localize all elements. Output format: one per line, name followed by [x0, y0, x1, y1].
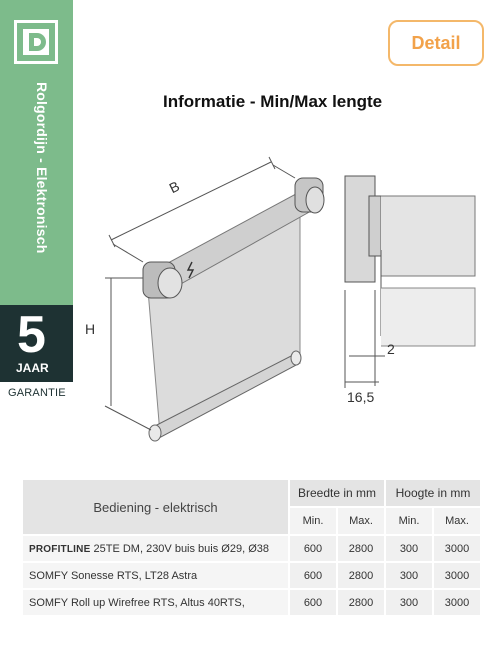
cell-height-min: 300 [386, 563, 432, 588]
cell-width-max: 2800 [338, 536, 384, 561]
cell-height-max: 3000 [434, 590, 480, 615]
row-description [23, 590, 288, 615]
row-brand: PROFITLINE [29, 543, 91, 555]
subheader-height-min: Min. [386, 508, 432, 534]
table-row [23, 563, 480, 588]
dimension-16-5-label: 16,5 [347, 389, 375, 405]
subheader-width-min: Min. [290, 508, 336, 534]
dimension-h-label: H [85, 321, 96, 337]
row-description [23, 536, 288, 561]
row-desc-text: SOMFY Roll up Wirefree RTS, Altus 40RTS, [29, 596, 245, 609]
dimension-2-label: 2 [387, 341, 395, 357]
cell-height-max: 3000 [434, 536, 480, 561]
cell-width-min: 600 [290, 590, 336, 615]
row-desc-text: SOMFY Sonesse RTS, LT28 Astra [29, 569, 198, 582]
row-desc-text: 25TE DM, 230V buis buis Ø29, Ø38 [90, 542, 269, 555]
page-title: Informatie - Min/Max lengte [163, 92, 383, 111]
dimension-b-label: B [166, 177, 182, 197]
cell-height-min: 300 [386, 590, 432, 615]
category-label: Rolgordijn - Elektronisch [34, 82, 50, 254]
cell-height-min: 300 [386, 536, 432, 561]
column-header-operation: Bediening - elektrisch [23, 480, 288, 534]
guarantee-label: GARANTIE [8, 387, 66, 399]
spec-table [21, 478, 482, 617]
guarantee-badge [0, 305, 73, 405]
guarantee-block [0, 305, 73, 382]
table-row [23, 590, 480, 615]
cell-height-max: 3000 [434, 563, 480, 588]
sidebar [0, 0, 73, 305]
guarantee-unit: JAAR [16, 361, 49, 375]
table-row [23, 536, 480, 561]
roller-blind-diagram [75, 150, 485, 450]
guarantee-years: 5 [17, 306, 46, 364]
detail-button[interactable]: Detail [388, 20, 484, 66]
cell-width-max: 2800 [338, 590, 384, 615]
subheader-height-max: Max. [434, 508, 480, 534]
column-header-height: Hoogte in mm [386, 480, 480, 506]
cell-width-min: 600 [290, 536, 336, 561]
cell-width-min: 600 [290, 563, 336, 588]
brand-logo-icon [23, 29, 49, 55]
column-header-width: Breedte in mm [290, 480, 384, 506]
row-description [23, 563, 288, 588]
brand-logo[interactable] [14, 20, 58, 64]
cell-width-max: 2800 [338, 563, 384, 588]
subheader-width-max: Max. [338, 508, 384, 534]
